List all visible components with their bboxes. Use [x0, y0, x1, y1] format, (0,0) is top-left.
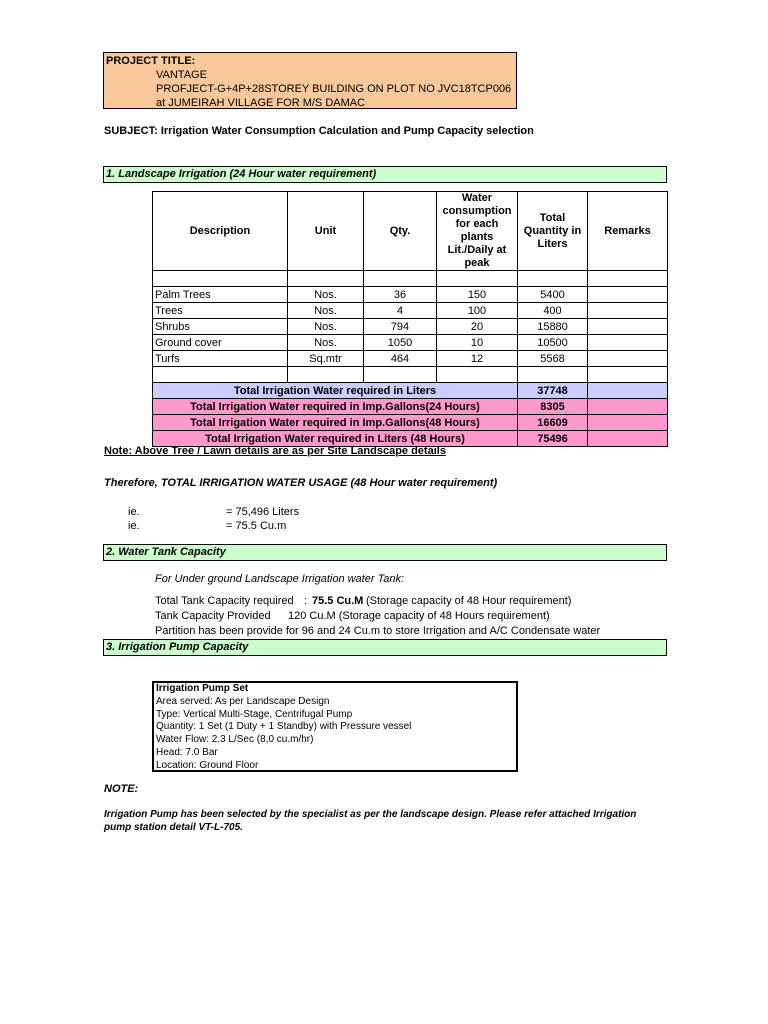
total-row-liters [153, 383, 668, 399]
subject-line: SUBJECT: Irrigation Water Consumption Calculation and Pump Capacity selection [104, 125, 534, 137]
project-location: at JUMEIRAH VILLAGE FOR M/S DAMAC [156, 97, 366, 109]
cell-remarks [588, 319, 668, 335]
irrigation-table [152, 191, 668, 447]
cell-consumption: 20 [437, 319, 518, 335]
total-remarks [588, 431, 668, 447]
tank-required-separator: : [304, 595, 308, 607]
cell-unit: Nos. [288, 319, 364, 335]
ie-value-cum: = 75.5 Cu.m [226, 520, 287, 532]
pump-spec-line: Quantity: 1 Set (1 Duty + 1 Standby) with Pressure vessel [156, 721, 412, 733]
total-usage-statement: Therefore, TOTAL IRRIGATION WATER USAGE (48 Hour water requirement) [104, 477, 498, 489]
pump-spec-box [152, 681, 518, 772]
cell-unit: Nos. [288, 303, 364, 319]
cell-description: Ground cover [153, 335, 288, 351]
cell-description: Turfs [153, 351, 288, 367]
pump-spec-line: Head: 7.0 Bar [156, 746, 218, 758]
cell-qty: 464 [364, 351, 437, 367]
total-value: 37748 [518, 383, 588, 399]
section-3-title: 3. Irrigation Pump Capacity [103, 639, 667, 656]
tank-provided-label: Tank Capacity Provided [155, 610, 271, 622]
project-title-label: PROJECT TITLE: [106, 55, 196, 67]
cell-remarks [588, 287, 668, 303]
table-header-row [153, 192, 668, 271]
project-title-box [103, 52, 517, 109]
project-description: PROFJECT-G+4P+28STOREY BUILDING ON PLOT NO JVC18TCP006 [156, 83, 512, 95]
cell-consumption: 100 [437, 303, 518, 319]
header-remarks: Remarks [588, 192, 668, 271]
cell-consumption: 12 [437, 351, 518, 367]
total-value: 8305 [518, 399, 588, 415]
cell-unit: Nos. [288, 287, 364, 303]
cell-remarks [588, 335, 668, 351]
table-row [153, 303, 668, 319]
ie-label-1: ie. [128, 506, 140, 518]
table-spacer-row [153, 271, 668, 287]
cell-consumption: 10 [437, 335, 518, 351]
note-text-line-2: pump station detail VT-L-705. [104, 822, 243, 833]
pump-spec-line: Area served: As per Landscape Design [156, 695, 330, 707]
cell-description: Trees [153, 303, 288, 319]
cell-unit: Sq.mtr [288, 351, 364, 367]
table-row [153, 351, 668, 367]
tank-intro: For Under ground Landscape Irrigation water Tank: [155, 573, 405, 585]
total-label: Total Irrigation Water required in Imp.Gallons(48 Hours) [153, 415, 518, 431]
cell-unit: Nos. [288, 335, 364, 351]
table-spacer-row [153, 367, 668, 383]
total-remarks [588, 399, 668, 415]
landscape-note: Note: Above Tree / Lawn details are as per Site Landscape details [104, 445, 446, 457]
pump-spec-line: Location: Ground Floor [156, 759, 259, 771]
total-value: 16609 [518, 415, 588, 431]
total-row-gallons-24h [153, 399, 668, 415]
pump-spec-line: Type: Vertical Multi-Stage, Centrifugal Pump [156, 708, 353, 720]
pump-spec-line: Water Flow: 2.3 L/Sec (8,0 cu.m/hr) [156, 734, 314, 746]
tank-provided-value: 120 Cu.M (Storage capacity of 48 Hours requirement) [288, 610, 550, 622]
note-heading: NOTE: [104, 783, 139, 795]
header-total-quantity: Total Quantity in Liters [518, 192, 588, 271]
ie-label-2: ie. [128, 520, 140, 532]
tank-required-value: 75.5 Cu.M [312, 595, 364, 607]
total-value: 75496 [518, 431, 588, 447]
cell-qty: 36 [364, 287, 437, 303]
cell-total: 400 [518, 303, 588, 319]
total-label: Total Irrigation Water required in Liters (48 Hours) [153, 431, 518, 447]
header-water-consumption: Water consumption for each plants Lit./Daily at peak [437, 192, 518, 271]
cell-qty: 1050 [364, 335, 437, 351]
pump-spec-heading: Irrigation Pump Set [156, 683, 249, 694]
header-description: Description [153, 192, 288, 271]
table-row [153, 319, 668, 335]
cell-description: Palm Trees [153, 287, 288, 303]
total-remarks [588, 415, 668, 431]
cell-total: 10500 [518, 335, 588, 351]
note-text-line-1: Irrigation Pump has been selected by the specialist as per the landscape design. Please refer attached Irrigation [104, 809, 637, 820]
ie-value-liters: = 75,496 Liters [226, 506, 300, 518]
cell-total: 5400 [518, 287, 588, 303]
total-label: Total Irrigation Water required in Liters [153, 383, 518, 399]
cell-qty: 794 [364, 319, 437, 335]
tank-partition-note: Partition has been provide for 96 and 24 Cu.m to store Irrigation and A/C Condensate water [155, 625, 601, 637]
cell-description: Shrubs [153, 319, 288, 335]
project-name: VANTAGE [156, 69, 207, 81]
total-row-gallons-48h [153, 415, 668, 431]
table-row [153, 335, 668, 351]
header-qty: Qty. [364, 192, 437, 271]
table-row [153, 287, 668, 303]
section-1-title: 1. Landscape Irrigation (24 Hour water requirement) [103, 166, 667, 183]
cell-total: 15880 [518, 319, 588, 335]
cell-remarks [588, 351, 668, 367]
tank-required-note: (Storage capacity of 48 Hour requirement) [366, 595, 572, 607]
total-label: Total Irrigation Water required in Imp.Gallons(24 Hours) [153, 399, 518, 415]
cell-qty: 4 [364, 303, 437, 319]
section-2-title: 2. Water Tank Capacity [103, 544, 667, 561]
cell-consumption: 150 [437, 287, 518, 303]
tank-required-label: Total Tank Capacity required [155, 595, 294, 607]
cell-total: 5568 [518, 351, 588, 367]
cell-remarks [588, 303, 668, 319]
header-unit: Unit [288, 192, 364, 271]
total-remarks [588, 383, 668, 399]
